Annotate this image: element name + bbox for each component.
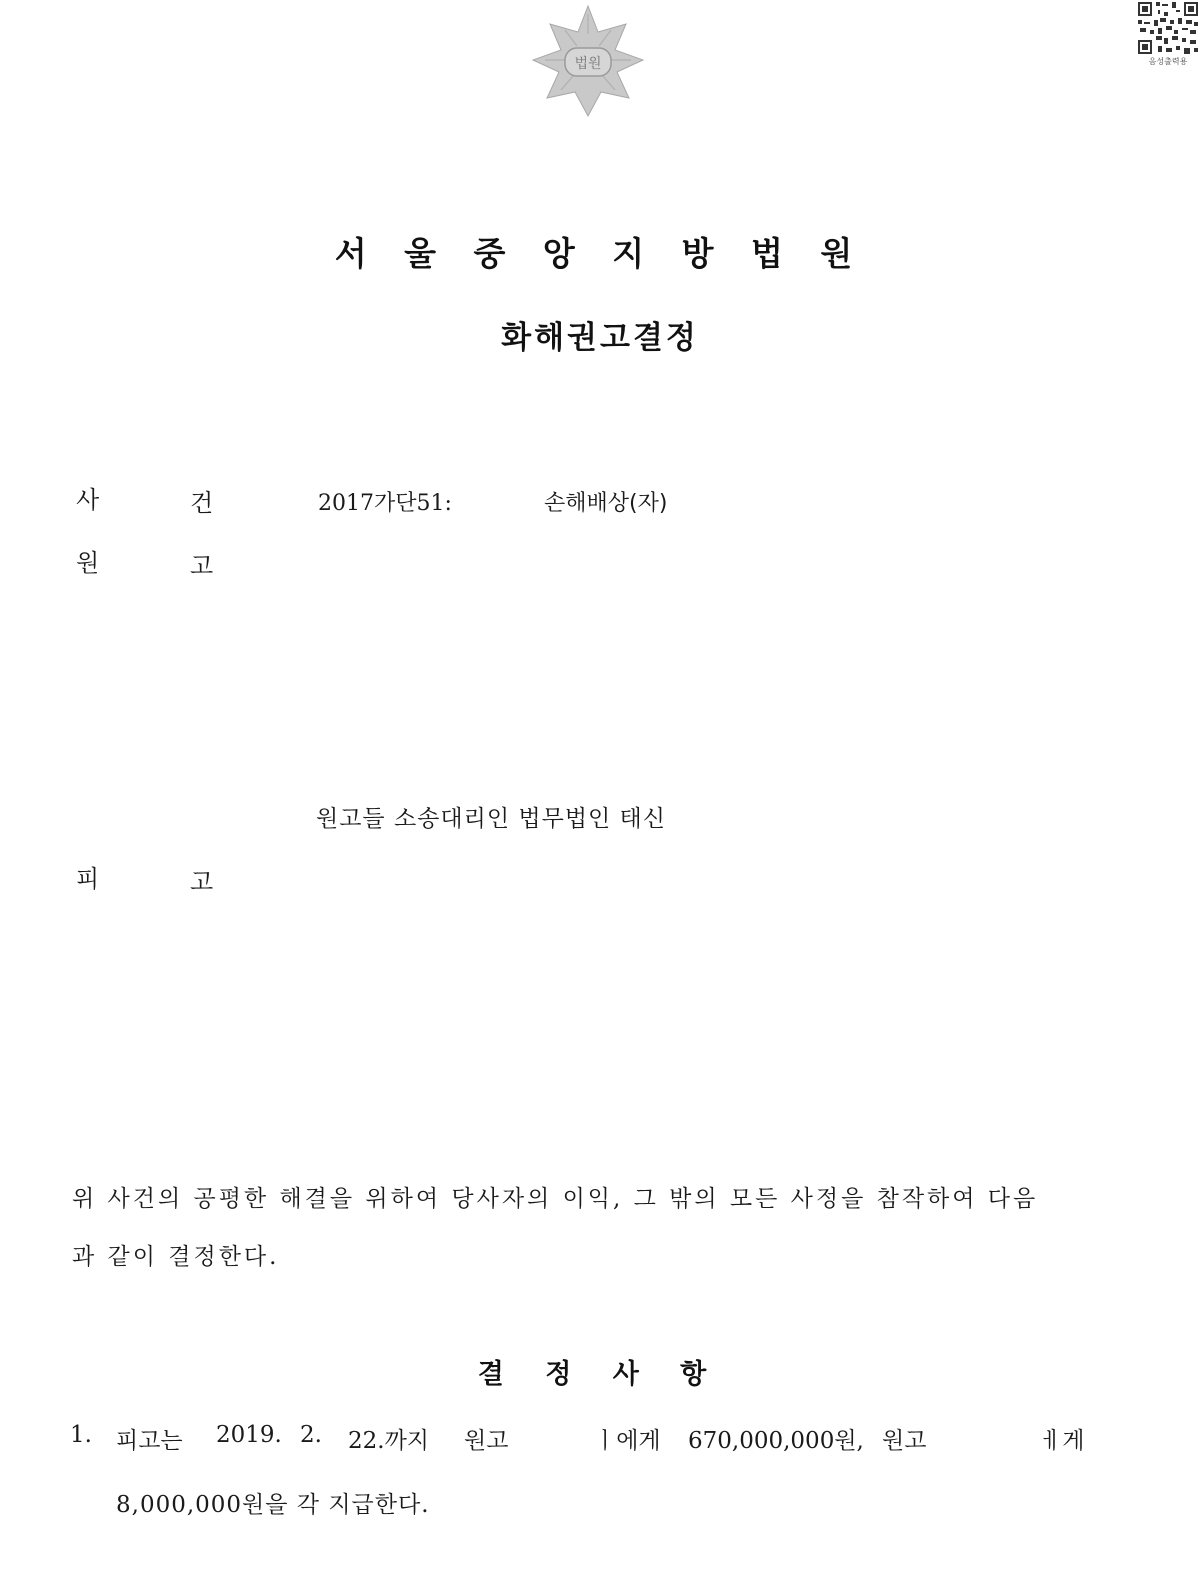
- plaintiff-label-second-char: 고: [190, 552, 214, 580]
- decision-item1-word-7: 670,000,000원,: [688, 1428, 864, 1454]
- decision-item1-word-1: 피고는: [116, 1428, 183, 1454]
- preamble-line-2: 과 같이 결정한다.: [72, 1244, 280, 1270]
- plaintiff-counsel: 원고들 소송대리인 법무법인 태신: [316, 806, 666, 832]
- case-label-first-char: 사: [76, 486, 100, 514]
- qr-caption: 음성출력용: [1148, 57, 1188, 66]
- decision-item1-word-2: 2019.: [216, 1422, 282, 1448]
- preamble-line-1: 위 사건의 공평한 해결을 위하여 당사자의 이익, 그 밖의 모든 사정을 참작하여 다음: [72, 1186, 1039, 1212]
- plaintiff-label-first-char: 원: [76, 549, 100, 577]
- decision-item1-word-9: ㅔ게: [1040, 1428, 1085, 1454]
- court-name: 서 울 중 앙 지 방 법 원: [334, 234, 866, 273]
- document-title: 화해권고결정: [501, 320, 699, 356]
- decision-section-title: 결 정 사 항: [477, 1359, 723, 1390]
- court-emblem-icon: [525, 2, 651, 120]
- decision-item1-word-8: 원고: [882, 1428, 927, 1454]
- case-number: 2017가단51:: [318, 491, 452, 516]
- decision-item-number: 1.: [70, 1422, 92, 1448]
- case-name: 손해배상(자): [544, 491, 668, 516]
- decision-item1-word-6: ㅣ에게: [594, 1428, 661, 1454]
- case-label-second-char: 건: [190, 489, 214, 517]
- decision-item1-word-3: 2.: [300, 1422, 322, 1448]
- qr-code-icon: [1136, 0, 1200, 56]
- defendant-label-first-char: 피: [76, 865, 100, 893]
- decision-item1-line-2: 8,000,000원을 각 지급한다.: [116, 1492, 430, 1518]
- decision-item1-word-5: 원고: [464, 1428, 509, 1454]
- defendant-label-second-char: 고: [190, 868, 214, 896]
- decision-item1-word-4: 22.까지: [348, 1428, 430, 1454]
- emblem-label: 법원: [574, 56, 602, 72]
